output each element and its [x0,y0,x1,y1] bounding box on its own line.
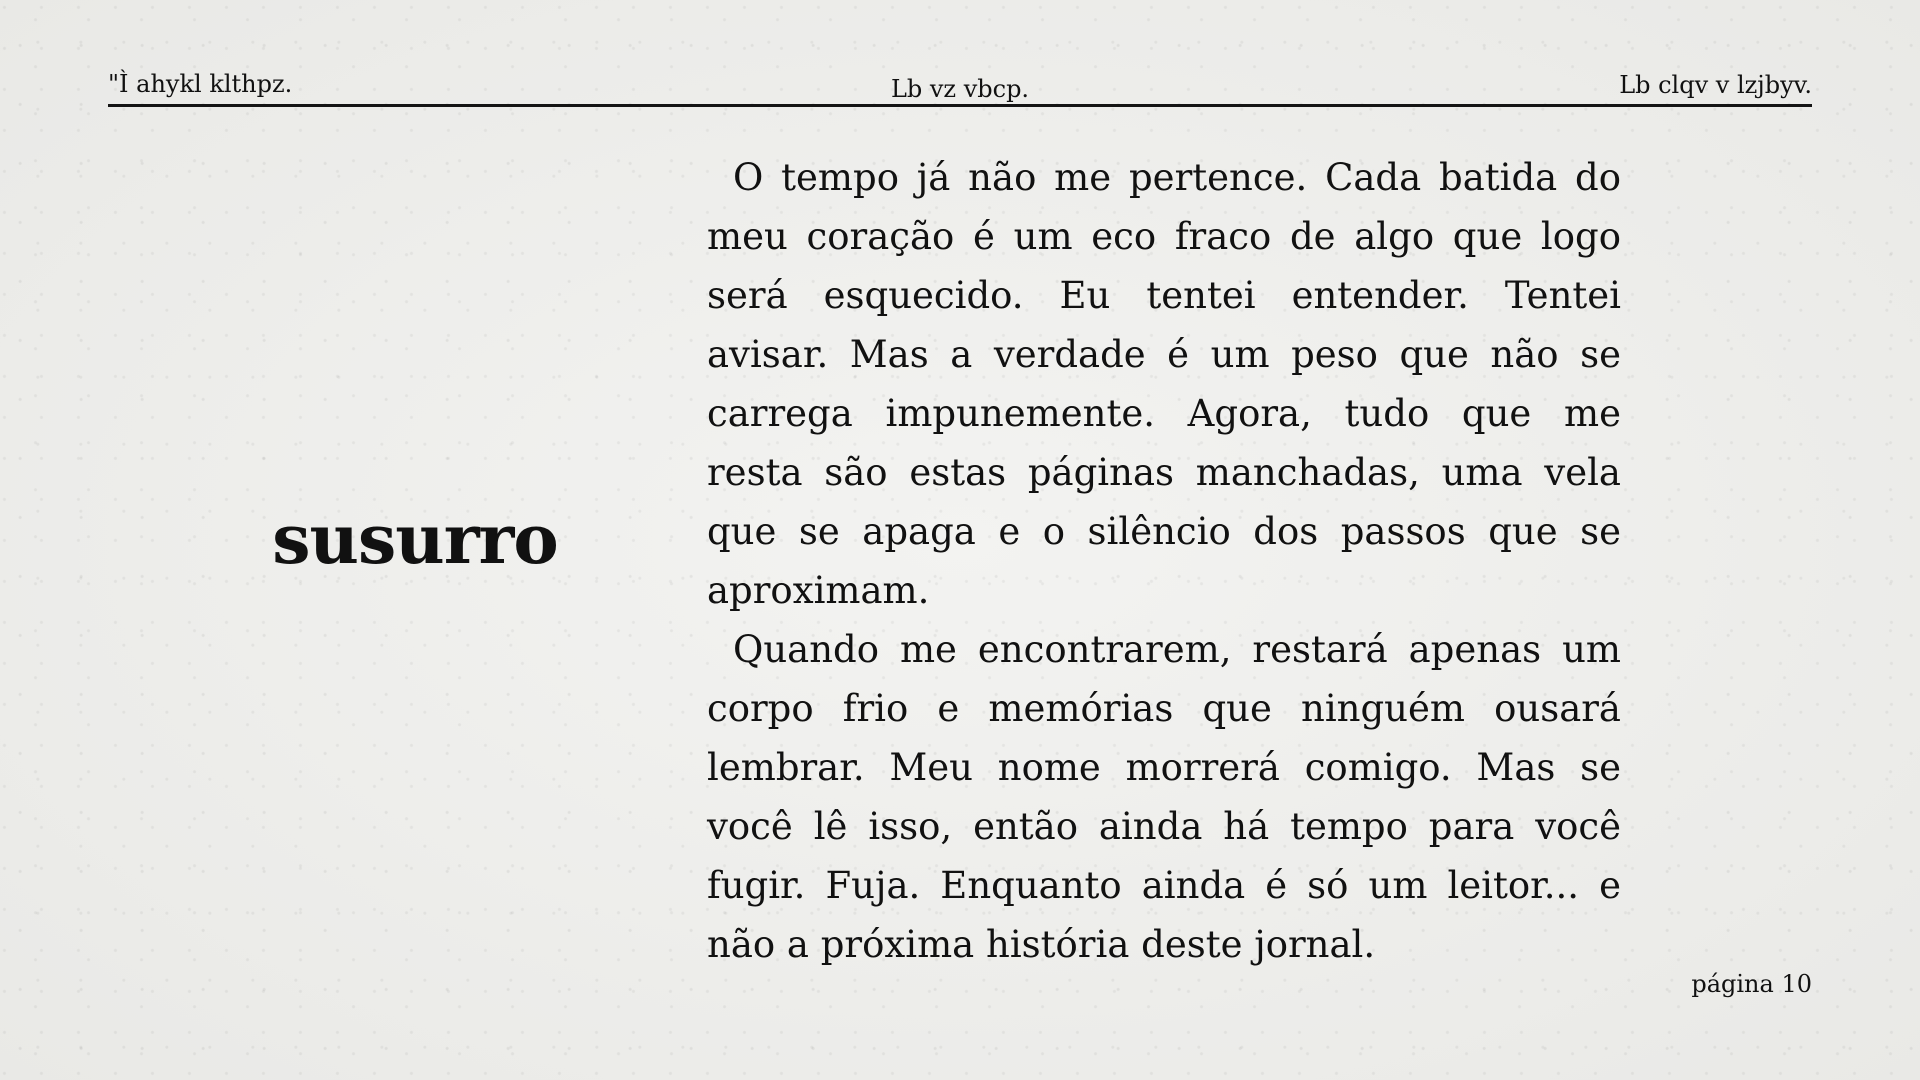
section-title: susurro [272,500,558,580]
article-body [707,148,1621,974]
page-number: página 10 [1691,970,1812,998]
header-left-text: "Ì ahykl klthpz. [108,70,293,98]
header-center-text: Lb vz vbcp. [890,75,1030,103]
header-right-text: Lb clqv v lzjbyv. [1619,71,1812,99]
article-paragraph: O tempo já não me pertence. Cada batida do meu coração é um eco fraco de algo que logo será esquecido. Eu tentei entender. Tentei avisar. Mas a verdade é um peso que não se carrega impunemente. Agora, tudo que me resta são estas páginas manchadas, uma vela que se apaga e o silêncio dos passos que se aproximam. [707,156,1621,612]
header-divider [108,104,1812,107]
article-paragraph: Quando me encontrarem, restará apenas um corpo frio e memórias que ninguém ousará lembrar. Meu nome morrerá comigo. Mas se você lê isso, então ainda há tempo para você fugir. Fuja. Enquanto ainda é só um leitor... e não a próxima história deste jornal. [707,628,1621,966]
